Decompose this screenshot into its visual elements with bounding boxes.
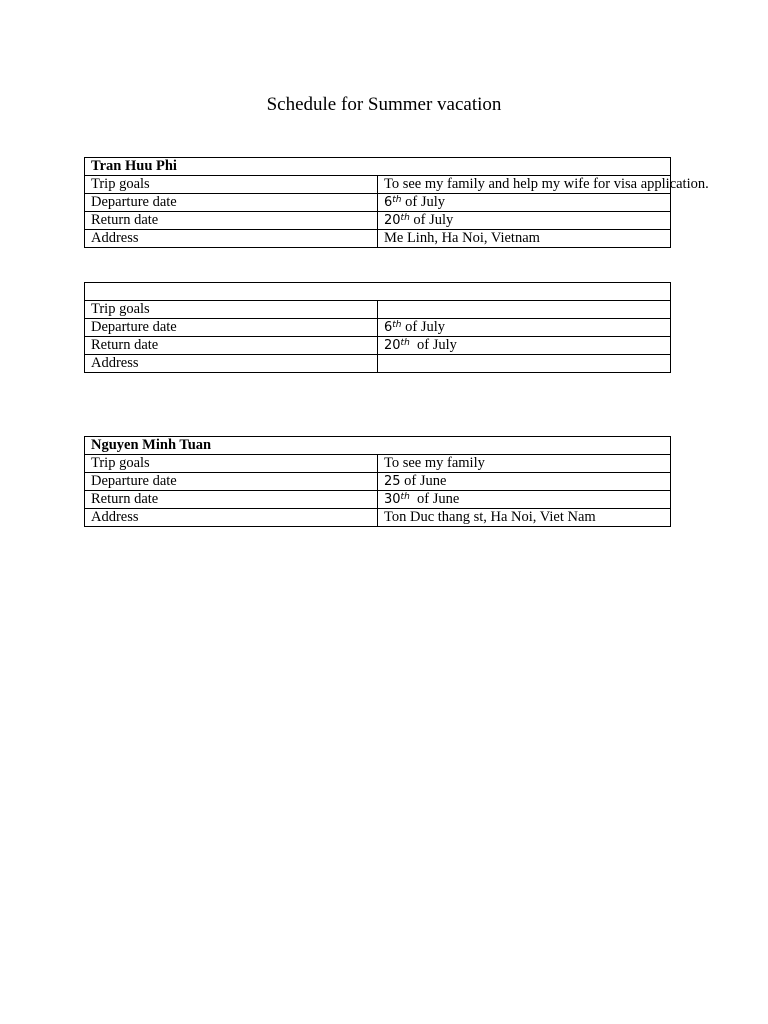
table-row (85, 301, 671, 319)
table-row (85, 509, 671, 527)
date-day: 25 (384, 474, 401, 489)
date-ordinal-suffix: th (400, 213, 410, 223)
departure-date-label: Departure date (85, 194, 378, 212)
table-row (85, 455, 671, 473)
table-row (85, 491, 671, 509)
address-value (378, 355, 671, 373)
trip-goals-value: To see my family and help my wife for visa application. (378, 176, 671, 194)
departure-date-label: Departure date (85, 473, 378, 491)
date-day: 30 (384, 492, 401, 507)
person-name (85, 283, 671, 301)
table-row (85, 337, 671, 355)
table-row (85, 230, 671, 248)
trip-goals-value: To see my family (378, 455, 671, 473)
date-day: 20 (384, 338, 401, 353)
table-row (85, 355, 671, 373)
date-ordinal-suffix: th (392, 195, 402, 205)
table-row (85, 437, 671, 455)
date-ordinal-suffix: th (392, 320, 402, 330)
return-date-label: Return date (85, 337, 378, 355)
date-month: of July (401, 194, 446, 210)
page-title: Schedule for Summer vacation (266, 94, 502, 115)
table-row (85, 283, 671, 301)
departure-date-value (378, 473, 671, 491)
table-row (85, 158, 671, 176)
date-month: of July (409, 212, 454, 228)
return-date-value (378, 212, 671, 230)
departure-date-value (378, 319, 671, 337)
date-day: 20 (384, 213, 401, 228)
address-label: Address (85, 230, 378, 248)
address-value: Ton Duc thang st, Ha Noi, Viet Nam (378, 509, 671, 527)
person-name: Nguyen Minh Tuan (85, 437, 671, 455)
trip-goals-label: Trip goals (85, 176, 378, 194)
table-row (85, 473, 671, 491)
address-value: Me Linh, Ha Noi, Vietnam (378, 230, 671, 248)
return-date-label: Return date (85, 212, 378, 230)
table-row (85, 212, 671, 230)
address-label: Address (85, 355, 378, 373)
date-day: 6 (384, 320, 393, 335)
table-row (85, 194, 671, 212)
date-ordinal-suffix: th (400, 492, 410, 502)
date-day: 6 (384, 195, 393, 210)
table-row (85, 176, 671, 194)
departure-date-label: Departure date (85, 319, 378, 337)
date-ordinal-suffix: th (400, 338, 410, 348)
return-date-value (378, 491, 671, 509)
schedule-table (84, 282, 671, 373)
trip-goals-label: Trip goals (85, 301, 378, 319)
date-month: of June (400, 473, 447, 489)
address-label: Address (85, 509, 378, 527)
person-name: Tran Huu Phi (85, 158, 671, 176)
schedule-table (84, 157, 709, 248)
date-month: of July (401, 319, 446, 335)
trip-goals-label: Trip goals (85, 455, 378, 473)
schedule-table (84, 436, 671, 527)
return-date-label: Return date (85, 491, 378, 509)
trip-goals-value (378, 301, 671, 319)
departure-date-value (378, 194, 671, 212)
date-month: of July (409, 337, 457, 353)
table-row (85, 319, 671, 337)
return-date-value (378, 337, 671, 355)
date-month: of June (409, 491, 460, 507)
